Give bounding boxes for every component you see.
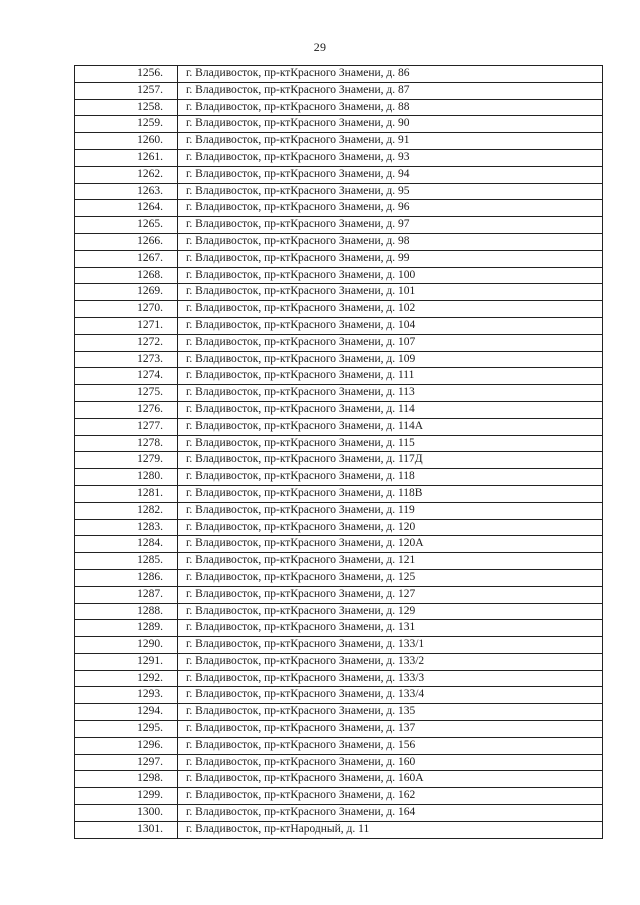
table-row — [75, 351, 603, 368]
row-number-cell: 1264. — [75, 200, 178, 217]
row-number-cell: 1299. — [75, 788, 178, 805]
address-cell: г. Владивосток, пр-ктКрасного Знамени, д. 131 — [178, 620, 603, 637]
table-row — [75, 267, 603, 284]
table-row — [75, 418, 603, 435]
address-cell: г. Владивосток, пр-ктКрасного Знамени, д. 133/1 — [178, 637, 603, 654]
row-number-cell: 1291. — [75, 653, 178, 670]
address-table — [74, 65, 603, 839]
table-row — [75, 805, 603, 822]
address-cell: г. Владивосток, пр-ктКрасного Знамени, д. 125 — [178, 569, 603, 586]
table-row — [75, 653, 603, 670]
row-number-cell: 1268. — [75, 267, 178, 284]
row-number-cell: 1273. — [75, 351, 178, 368]
table-row — [75, 586, 603, 603]
table-row — [75, 553, 603, 570]
row-number-cell: 1271. — [75, 317, 178, 334]
address-cell: г. Владивосток, пр-ктКрасного Знамени, д. 86 — [178, 66, 603, 83]
row-number-cell: 1295. — [75, 721, 178, 738]
address-cell: г. Владивосток, пр-ктКрасного Знамени, д. 160 — [178, 754, 603, 771]
address-cell: г. Владивосток, пр-ктКрасного Знамени, д. 133/4 — [178, 687, 603, 704]
address-cell: г. Владивосток, пр-ктКрасного Знамени, д. 127 — [178, 586, 603, 603]
row-number-cell: 1276. — [75, 401, 178, 418]
row-number-cell: 1267. — [75, 250, 178, 267]
row-number-cell: 1292. — [75, 670, 178, 687]
row-number-cell: 1301. — [75, 821, 178, 838]
address-cell: г. Владивосток, пр-ктКрасного Знамени, д. 113 — [178, 385, 603, 402]
row-number-cell: 1261. — [75, 149, 178, 166]
address-cell: г. Владивосток, пр-ктКрасного Знамени, д. 111 — [178, 368, 603, 385]
address-cell: г. Владивосток, пр-ктКрасного Знамени, д. 90 — [178, 116, 603, 133]
row-number-cell: 1259. — [75, 116, 178, 133]
address-cell: г. Владивосток, пр-ктКрасного Знамени, д. 94 — [178, 166, 603, 183]
table-row — [75, 385, 603, 402]
table-row — [75, 116, 603, 133]
table-row — [75, 502, 603, 519]
table-row — [75, 233, 603, 250]
address-cell: г. Владивосток, пр-ктКрасного Знамени, д. 133/2 — [178, 653, 603, 670]
table-row — [75, 334, 603, 351]
table-row — [75, 670, 603, 687]
address-cell: г. Владивосток, пр-ктКрасного Знамени, д. 95 — [178, 183, 603, 200]
row-number-cell: 1269. — [75, 284, 178, 301]
table-row — [75, 284, 603, 301]
address-cell: г. Владивосток, пр-ктКрасного Знамени, д. 107 — [178, 334, 603, 351]
page-number: 29 — [313, 40, 327, 54]
row-number-cell: 1284. — [75, 536, 178, 553]
row-number-cell: 1290. — [75, 637, 178, 654]
row-number-cell: 1285. — [75, 553, 178, 570]
address-cell: г. Владивосток, пр-ктКрасного Знамени, д. 160А — [178, 771, 603, 788]
table-row — [75, 754, 603, 771]
row-number-cell: 1266. — [75, 233, 178, 250]
address-cell: г. Владивосток, пр-ктКрасного Знамени, д. 114А — [178, 418, 603, 435]
address-cell: г. Владивосток, пр-ктКрасного Знамени, д. 87 — [178, 82, 603, 99]
address-cell: г. Владивосток, пр-ктКрасного Знамени, д. 115 — [178, 435, 603, 452]
row-number-cell: 1289. — [75, 620, 178, 637]
address-cell: г. Владивосток, пр-ктКрасного Знамени, д. 100 — [178, 267, 603, 284]
row-number-cell: 1262. — [75, 166, 178, 183]
row-number-cell: 1275. — [75, 385, 178, 402]
table-row — [75, 704, 603, 721]
row-number-cell: 1300. — [75, 805, 178, 822]
row-number-cell: 1280. — [75, 469, 178, 486]
row-number-cell: 1278. — [75, 435, 178, 452]
address-cell: г. Владивосток, пр-ктКрасного Знамени, д. 102 — [178, 301, 603, 318]
address-cell: г. Владивосток, пр-ктКрасного Знамени, д. 93 — [178, 149, 603, 166]
table-row — [75, 452, 603, 469]
row-number-cell: 1256. — [75, 66, 178, 83]
table-row — [75, 368, 603, 385]
address-cell: г. Владивосток, пр-ктКрасного Знамени, д. 117Д — [178, 452, 603, 469]
row-number-cell: 1282. — [75, 502, 178, 519]
address-cell: г. Владивосток, пр-ктКрасного Знамени, д. 91 — [178, 133, 603, 150]
table-row — [75, 82, 603, 99]
address-cell: г. Владивосток, пр-ктКрасного Знамени, д. 101 — [178, 284, 603, 301]
address-cell: г. Владивосток, пр-ктКрасного Знамени, д. 162 — [178, 788, 603, 805]
table-row — [75, 435, 603, 452]
table-row — [75, 66, 603, 83]
table-row — [75, 771, 603, 788]
address-cell: г. Владивосток, пр-ктКрасного Знамени, д. 97 — [178, 217, 603, 234]
table-row — [75, 687, 603, 704]
address-cell: г. Владивосток, пр-ктКрасного Знамени, д. 135 — [178, 704, 603, 721]
table-row — [75, 183, 603, 200]
table-row — [75, 637, 603, 654]
row-number-cell: 1270. — [75, 301, 178, 318]
address-cell: г. Владивосток, пр-ктКрасного Знамени, д. 88 — [178, 99, 603, 116]
address-cell: г. Владивосток, пр-ктКрасного Знамени, д. 120 — [178, 519, 603, 536]
address-cell: г. Владивосток, пр-ктКрасного Знамени, д. 133/3 — [178, 670, 603, 687]
address-cell: г. Владивосток, пр-ктКрасного Знамени, д. 121 — [178, 553, 603, 570]
row-number-cell: 1265. — [75, 217, 178, 234]
table-row — [75, 603, 603, 620]
row-number-cell: 1297. — [75, 754, 178, 771]
row-number-cell: 1286. — [75, 569, 178, 586]
row-number-cell: 1294. — [75, 704, 178, 721]
row-number-cell: 1263. — [75, 183, 178, 200]
table-row — [75, 569, 603, 586]
address-cell: г. Владивосток, пр-ктКрасного Знамени, д. 109 — [178, 351, 603, 368]
table-row — [75, 217, 603, 234]
table-row — [75, 250, 603, 267]
table-row — [75, 301, 603, 318]
address-cell: г. Владивосток, пр-ктКрасного Знамени, д. 156 — [178, 737, 603, 754]
table-row — [75, 469, 603, 486]
table-row — [75, 821, 603, 838]
table-row — [75, 401, 603, 418]
table-row — [75, 200, 603, 217]
table-row — [75, 149, 603, 166]
row-number-cell: 1298. — [75, 771, 178, 788]
table-row — [75, 721, 603, 738]
address-cell: г. Владивосток, пр-ктКрасного Знамени, д. 129 — [178, 603, 603, 620]
row-number-cell: 1279. — [75, 452, 178, 469]
row-number-cell: 1288. — [75, 603, 178, 620]
address-cell: г. Владивосток, пр-ктКрасного Знамени, д. 114 — [178, 401, 603, 418]
row-number-cell: 1296. — [75, 737, 178, 754]
row-number-cell: 1277. — [75, 418, 178, 435]
address-cell: г. Владивосток, пр-ктКрасного Знамени, д. 164 — [178, 805, 603, 822]
address-cell: г. Владивосток, пр-ктКрасного Знамени, д. 137 — [178, 721, 603, 738]
address-cell: г. Владивосток, пр-ктКрасного Знамени, д. 104 — [178, 317, 603, 334]
address-cell: г. Владивосток, пр-ктКрасного Знамени, д. 118В — [178, 485, 603, 502]
table-row — [75, 166, 603, 183]
address-table-body — [75, 66, 603, 839]
row-number-cell: 1287. — [75, 586, 178, 603]
address-cell: г. Владивосток, пр-ктКрасного Знамени, д. 96 — [178, 200, 603, 217]
row-number-cell: 1260. — [75, 133, 178, 150]
table-row — [75, 519, 603, 536]
row-number-cell: 1274. — [75, 368, 178, 385]
address-cell: г. Владивосток, пр-ктКрасного Знамени, д. 118 — [178, 469, 603, 486]
row-number-cell: 1283. — [75, 519, 178, 536]
address-cell: г. Владивосток, пр-ктКрасного Знамени, д. 120А — [178, 536, 603, 553]
address-cell: г. Владивосток, пр-ктКрасного Знамени, д. 119 — [178, 502, 603, 519]
table-row — [75, 133, 603, 150]
table-row — [75, 737, 603, 754]
row-number-cell: 1258. — [75, 99, 178, 116]
address-cell: г. Владивосток, пр-ктКрасного Знамени, д. 99 — [178, 250, 603, 267]
address-cell: г. Владивосток, пр-ктКрасного Знамени, д. 98 — [178, 233, 603, 250]
row-number-cell: 1257. — [75, 82, 178, 99]
row-number-cell: 1281. — [75, 485, 178, 502]
address-cell: г. Владивосток, пр-ктНародный, д. 11 — [178, 821, 603, 838]
table-row — [75, 485, 603, 502]
row-number-cell: 1272. — [75, 334, 178, 351]
table-row — [75, 99, 603, 116]
table-row — [75, 620, 603, 637]
row-number-cell: 1293. — [75, 687, 178, 704]
table-row — [75, 788, 603, 805]
table-row — [75, 536, 603, 553]
table-row — [75, 317, 603, 334]
